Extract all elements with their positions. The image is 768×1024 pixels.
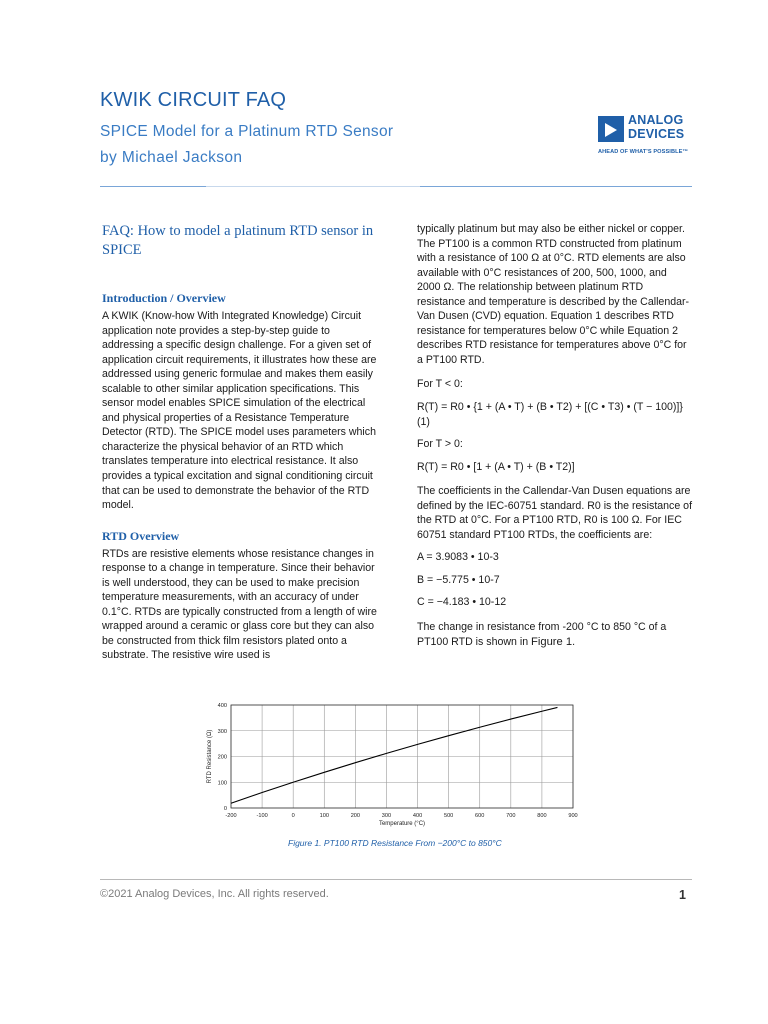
y-tick-label: 100	[217, 780, 227, 787]
equation-1: R(T) = R0 • {1 + (A • T) + (B • T2) + [(C • T3) • (T − 100)]} (1)	[417, 401, 683, 428]
figure-1-chart	[200, 700, 590, 836]
page-number: 1	[679, 888, 686, 902]
y-tick-label: 400	[217, 703, 227, 709]
y-tick-label: 200	[217, 754, 227, 761]
faq-heading: FAQ: How to model a platinum RTD sensor in SPICE	[102, 223, 374, 258]
x-tick-label: 200	[350, 813, 361, 819]
intro-heading: Introduction / Overview	[102, 291, 226, 305]
x-tick-label: 100	[319, 813, 329, 819]
x-tick-label: -100	[256, 813, 268, 819]
figure-1-link[interactable]: Figure 1	[531, 635, 573, 648]
analog-devices-logo	[598, 114, 708, 162]
rtd-overview-paragraph: RTDs are resistive elements whose resistance changes in response to a change in temperature. Since their behavior is well understood, they can be used to make precision temperature measurements, with an accuracy of under 0.1°C. RTDs are typically constructed from a length of wire wrapped around a ceramic or glass core but they can also be constructed from thick film resistors plated onto a substrate. The resistive wire used is	[102, 547, 377, 662]
footer-rule	[100, 879, 692, 880]
x-tick-label: 0	[291, 813, 295, 819]
y-tick-label: 300	[217, 728, 227, 735]
y-axis-label: RTD Resistance (Ω)	[207, 729, 213, 784]
x-tick-label: 600	[475, 813, 485, 819]
document-author: by Michael Jackson	[100, 149, 243, 166]
x-tick-label: 900	[568, 813, 578, 819]
header-rule-left	[100, 186, 206, 187]
x-tick-label: 800	[537, 813, 547, 819]
coefficients-paragraph: The coefficients in the Callendar-Van Dusen equations are defined by the IEC-60751 standard. R0 is the resistance of the RTD at 0°C. For a PT100 RTD, R0 is 100 Ω. For IEC 60751 standard PT100 RTDs, the coefficients are:	[417, 485, 693, 541]
right-column	[417, 222, 693, 649]
logo-line-1: ANALOG	[628, 113, 684, 127]
figure-caption: Figure 1. PT100 RTD Resistance From −200°C to 850°C	[288, 838, 502, 848]
y-tick-label: 0	[223, 806, 227, 812]
rtd-overview-heading: RTD Overview	[102, 528, 180, 543]
resistance-curve	[231, 707, 557, 803]
header-rule-right	[420, 186, 692, 187]
header-rule-middle	[206, 186, 420, 187]
x-tick-label: 500	[443, 813, 454, 819]
resistance-change-paragraph	[417, 620, 693, 649]
x-axis-label: Temperature (°C)	[378, 821, 426, 827]
x-tick-label: -200	[225, 813, 237, 819]
coefficient-b: B = −5.775 • 10-7	[417, 573, 500, 586]
coefficient-c: C = −4.183 • 10-12	[417, 596, 507, 609]
resistance-change-end: .	[572, 635, 576, 648]
x-tick-label: 700	[506, 813, 516, 819]
document-subtitle: SPICE Model for a Platinum RTD Sensor	[100, 123, 394, 140]
x-tick-label: 300	[381, 813, 392, 819]
intro-paragraph: A KWIK (Know-how With Integrated Knowledge) Circuit application note provides a step-by-step guide to addressing a specific design challenge. For a given set of application circuit requirements, it illustrates how these are addressed using generic formulae and makes them easily scalable to other similar application specifications. This sensor model enables SPICE simulation of the electrical and physical properties of a Resistance Temperature Detector (RTD). The SPICE model uses parameters which characterize the physical behavior of an RTD which translates temperature into electrical resistance. It also provides a typical excitation and signal conditioning circuit that can be used to demonstrate the behavior of the RTD model.	[102, 310, 377, 512]
condition-above-zero: For T > 0:	[417, 438, 463, 451]
document-title: KWIK CIRCUIT FAQ	[100, 89, 287, 111]
resistance-change-text: The change in resistance from -200 °C to 850 °C of a PT100 RTD is shown in	[417, 621, 667, 648]
x-tick-label: 400	[412, 813, 423, 819]
condition-below-zero: For T < 0:	[417, 378, 463, 391]
logo-triangle-icon	[598, 116, 624, 142]
rtd-paragraph-continued: typically platinum but may also be either nickel or copper. The PT100 is a common RTD constructed from platinum with a resistance of 100 Ω at 0°C. RTD elements are also available with 0°C resistances of 200, 500, 1000, and 2000 Ω. The relationship between platinum RTD resistance and temperature is described by the Callendar-Van Dusen (CVD) equation. Equation 1 describes RTD resistance for temperatures below 0°C while Equation 2 describes RTD resistance for temperatures above 0°C for a PT100 RTD.	[417, 223, 690, 366]
logo-tagline: AHEAD OF WHAT'S POSSIBLE™	[598, 149, 689, 155]
copyright-text: ©2021 Analog Devices, Inc. All rights reserved.	[100, 888, 329, 900]
logo-line-2: DEVICES	[628, 127, 685, 141]
left-column	[102, 222, 382, 663]
equation-2: R(T) = R0 • [1 + (A • T) + (B • T2)]	[417, 460, 575, 473]
rtd-resistance-chart	[200, 700, 590, 836]
coefficient-a: A = 3.9083 • 10-3	[417, 551, 499, 564]
